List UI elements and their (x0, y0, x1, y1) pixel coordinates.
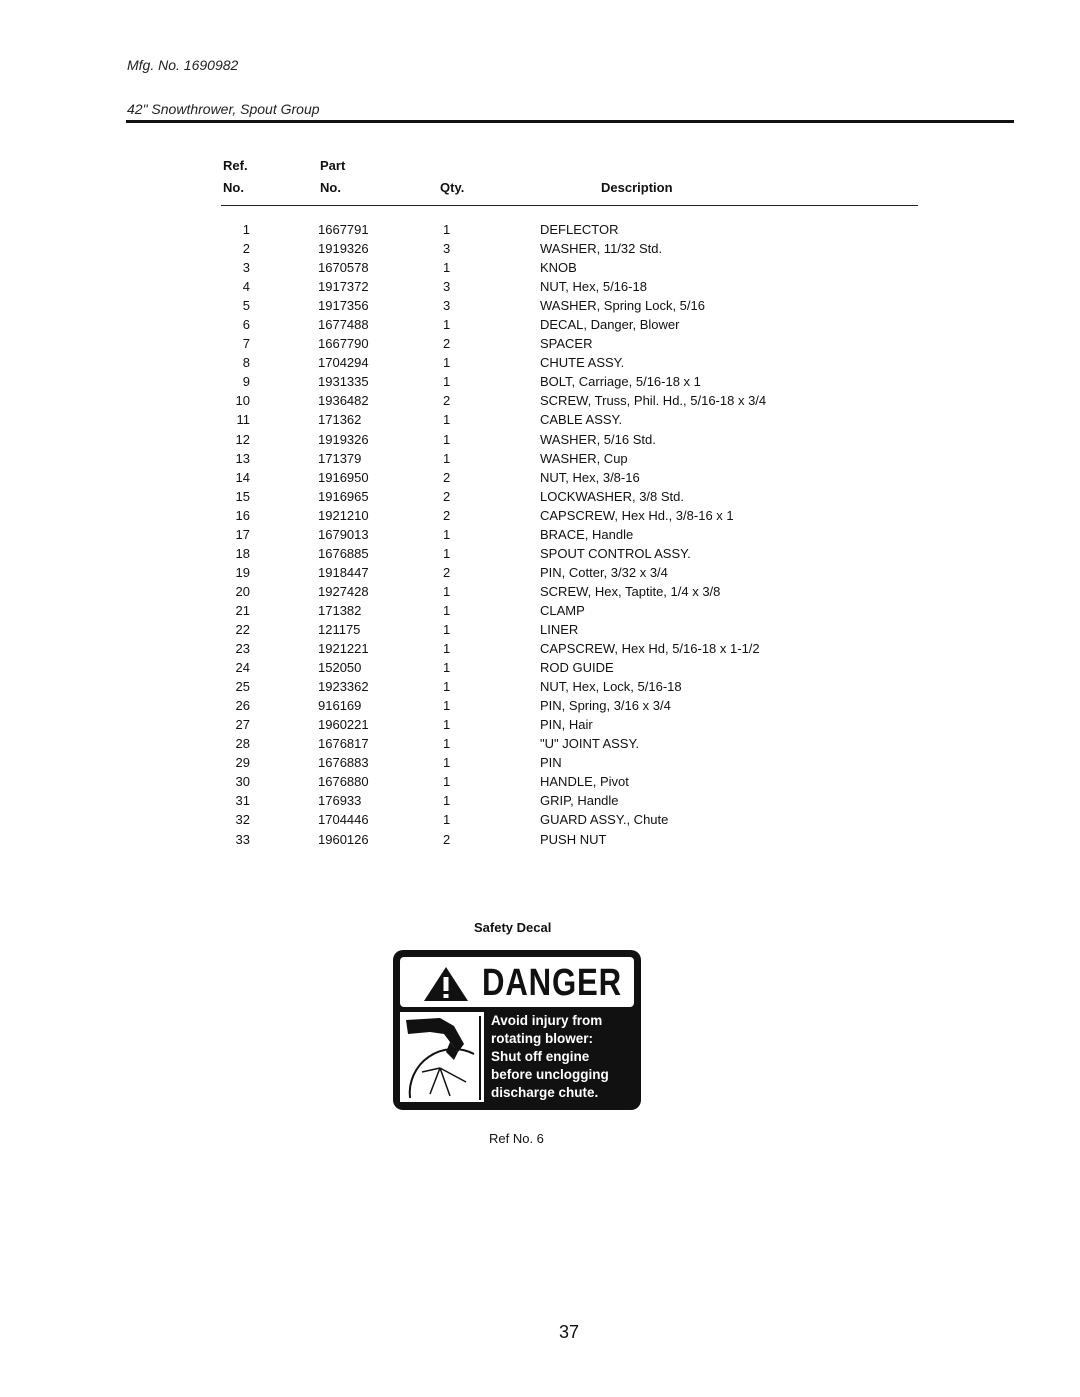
ref-no-cell: 6 (242, 317, 250, 333)
description-cell: DECAL, Danger, Blower (540, 317, 680, 333)
qty-cell: 1 (443, 526, 451, 542)
table-row (0, 527, 1080, 546)
ref-no-cell: 24 (235, 660, 250, 676)
qty-cell: 1 (443, 260, 451, 276)
part-no-cell: 1676883 (318, 755, 369, 771)
part-no-cell: 1916950 (318, 469, 369, 485)
qty-cell: 1 (443, 545, 451, 561)
qty-cell: 1 (443, 621, 451, 637)
table-row (0, 298, 1080, 317)
qty-cell: 3 (443, 298, 451, 314)
qty-cell: 1 (443, 812, 451, 828)
table-row (0, 679, 1080, 698)
part-no-cell: 1676880 (318, 774, 369, 790)
description-cell: CHUTE ASSY. (540, 355, 625, 371)
ref-no-cell: 8 (242, 355, 250, 371)
description-cell: WASHER, 5/16 Std. (540, 431, 656, 447)
table-row (0, 432, 1080, 451)
description-cell: KNOB (540, 260, 577, 276)
table-row (0, 451, 1080, 470)
description-cell: GUARD ASSY., Chute (540, 812, 669, 828)
qty-cell: 1 (443, 641, 451, 657)
description-cell: HANDLE, Pivot (540, 774, 629, 790)
ref-no-cell: 25 (235, 679, 250, 695)
qty-cell: 1 (443, 793, 451, 809)
qty-cell: 2 (443, 507, 451, 523)
warning-triangle-icon (422, 965, 470, 1003)
part-no-cell: 1916965 (318, 488, 369, 504)
part-no-cell: 1917356 (318, 298, 369, 314)
part-no-cell: 121175 (318, 621, 361, 637)
table-row (0, 622, 1080, 641)
description-cell: NUT, Hex, 3/8-16 (540, 469, 640, 485)
ref-no-cell: 16 (235, 507, 250, 523)
decal-message-line: discharge chute. (491, 1085, 599, 1100)
qty-cell: 1 (443, 583, 451, 599)
table-row (0, 698, 1080, 717)
part-no-cell: 1677488 (318, 317, 369, 333)
ref-no-cell: 23 (235, 641, 250, 657)
part-no-cell: 1676817 (318, 736, 369, 752)
decal-message-line: before unclogging (491, 1067, 609, 1082)
qty-cell: 1 (443, 374, 451, 390)
table-row (0, 832, 1080, 851)
description-cell: CAPSCREW, Hex Hd, 5/16-18 x 1-1/2 (540, 641, 760, 657)
description-cell: PIN (540, 755, 562, 771)
table-row (0, 355, 1080, 374)
description-cell: BRACE, Handle (540, 526, 634, 542)
part-no-cell: 171362 (318, 412, 362, 428)
decal-message (491, 1012, 635, 1102)
part-no-cell: 152050 (318, 660, 362, 676)
table-row (0, 660, 1080, 679)
table-row (0, 546, 1080, 565)
part-no-cell: 1919326 (318, 241, 369, 257)
part-no-cell: 1676885 (318, 545, 369, 561)
qty-cell: 1 (443, 412, 451, 428)
description-cell: GRIP, Handle (540, 793, 619, 809)
qty-cell: 1 (443, 755, 451, 771)
qty-cell: 1 (443, 679, 451, 695)
qty-cell: 1 (443, 698, 451, 714)
col-part-header-bottom: No. (320, 180, 341, 195)
description-cell: SPACER (540, 336, 593, 352)
ref-no-cell: 4 (242, 279, 250, 295)
description-cell: BOLT, Carriage, 5/16-18 x 1 (540, 374, 701, 390)
qty-cell: 2 (443, 336, 451, 352)
qty-cell: 1 (443, 222, 451, 237)
qty-cell: 1 (443, 450, 451, 466)
description-cell: CABLE ASSY. (540, 412, 623, 428)
table-row (0, 755, 1080, 774)
table-row (0, 508, 1080, 527)
description-cell: LOCKWASHER, 3/8 Std. (540, 488, 685, 504)
table-row (0, 222, 1080, 241)
col-ref-header-bottom: No. (223, 180, 244, 195)
decal-message-line: Shut off engine (491, 1049, 590, 1064)
ref-no-cell: 19 (235, 564, 250, 580)
ref-no-cell: 10 (235, 393, 250, 409)
description-cell: LINER (540, 621, 579, 637)
table-row (0, 260, 1080, 279)
ref-no-cell: 31 (235, 793, 250, 809)
part-no-cell: 1667790 (318, 336, 369, 352)
table-row (0, 374, 1080, 393)
table-row (0, 584, 1080, 603)
description-cell: DEFLECTOR (540, 222, 619, 237)
part-no-cell: 1927428 (318, 583, 369, 599)
part-no-cell: 1917372 (318, 279, 369, 295)
qty-cell: 2 (443, 469, 451, 485)
qty-cell: 1 (443, 717, 451, 733)
qty-cell: 1 (443, 431, 451, 447)
ref-no-cell: 3 (242, 260, 250, 276)
description-cell: "U" JOINT ASSY. (540, 736, 640, 752)
description-cell: ROD GUIDE (540, 660, 614, 676)
part-no-cell: 1960221 (318, 717, 369, 733)
description-cell: CLAMP (540, 602, 585, 618)
ref-no-cell: 14 (235, 469, 250, 485)
description-cell: SCREW, Hex, Taptite, 1/4 x 3/8 (540, 583, 721, 599)
hand-in-blower-icon (400, 1012, 484, 1102)
description-cell: WASHER, Spring Lock, 5/16 (540, 298, 705, 314)
part-no-cell: 1919326 (318, 431, 369, 447)
mfg-number: Mfg. No. 1690982 (127, 57, 239, 73)
part-no-cell: 171379 (318, 450, 362, 466)
part-no-cell: 1670578 (318, 260, 369, 276)
ref-no-cell: 12 (235, 431, 250, 447)
ref-no-cell: 15 (235, 488, 250, 504)
ref-no-cell: 7 (242, 336, 250, 352)
description-cell: PUSH NUT (540, 831, 607, 847)
ref-no-cell: 28 (235, 736, 250, 752)
table-row (0, 317, 1080, 336)
col-description-header: Description (601, 180, 673, 195)
decal-message-line: rotating blower: (491, 1031, 593, 1046)
table-row (0, 489, 1080, 508)
description-cell: PIN, Cotter, 3/32 x 3/4 (540, 564, 668, 580)
header-rule (126, 120, 1014, 123)
part-no-cell: 1679013 (318, 526, 369, 542)
description-cell: PIN, Spring, 3/16 x 3/4 (540, 698, 671, 714)
ref-no-cell: 5 (242, 298, 250, 314)
table-row (0, 793, 1080, 812)
ref-no-cell: 21 (235, 602, 250, 618)
ref-no-cell: 2 (242, 241, 250, 257)
table-row (0, 717, 1080, 736)
parts-list (0, 222, 1080, 851)
ref-no-cell: 9 (242, 374, 250, 390)
qty-cell: 1 (443, 317, 451, 333)
qty-cell: 3 (443, 279, 451, 295)
ref-no-cell: 32 (235, 812, 250, 828)
part-no-cell: 1667791 (318, 222, 369, 237)
col-qty-header: Qty. (440, 180, 465, 195)
description-cell: WASHER, 11/32 Std. (540, 241, 663, 257)
table-row (0, 279, 1080, 298)
description-cell: PIN, Hair (540, 717, 593, 733)
part-no-cell: 1918447 (318, 564, 369, 580)
part-no-cell: 916169 (318, 698, 362, 714)
ref-no-cell: 22 (235, 621, 250, 637)
table-row (0, 336, 1080, 355)
table-row (0, 736, 1080, 755)
columns-rule (221, 205, 918, 206)
decal-ref-number: Ref No. 6 (489, 1131, 544, 1146)
part-no-cell: 1704446 (318, 812, 369, 828)
ref-no-cell: 30 (235, 774, 250, 790)
table-row (0, 470, 1080, 489)
part-no-cell: 1921210 (318, 507, 369, 523)
table-row (0, 565, 1080, 584)
description-cell: SCREW, Truss, Phil. Hd., 5/16-18 x 3/4 (540, 393, 767, 409)
qty-cell: 2 (443, 564, 451, 580)
table-row (0, 641, 1080, 660)
qty-cell: 3 (443, 241, 451, 257)
ref-no-cell: 11 (236, 412, 250, 428)
ref-no-cell: 18 (235, 545, 250, 561)
page-number: 37 (559, 1322, 580, 1342)
part-no-cell: 1936482 (318, 393, 369, 409)
col-part-header-top: Part (320, 158, 346, 173)
part-no-cell: 176933 (318, 793, 362, 809)
qty-cell: 1 (443, 660, 451, 676)
ref-no-cell: 26 (235, 698, 250, 714)
qty-cell: 2 (443, 488, 451, 504)
decal-message-line: Avoid injury from (491, 1013, 603, 1028)
description-cell: NUT, Hex, Lock, 5/16-18 (540, 679, 682, 695)
qty-cell: 1 (443, 355, 451, 371)
part-no-cell: 1923362 (318, 679, 369, 695)
ref-no-cell: 27 (235, 717, 250, 733)
qty-cell: 1 (443, 774, 451, 790)
table-row (0, 412, 1080, 431)
table-row (0, 603, 1080, 622)
table-row (0, 241, 1080, 260)
col-ref-header-top: Ref. (223, 158, 248, 173)
part-no-cell: 1704294 (318, 355, 369, 371)
danger-signal-word: DANGER (482, 962, 622, 1004)
description-cell: CAPSCREW, Hex Hd., 3/8-16 x 1 (540, 507, 734, 523)
table-row (0, 812, 1080, 831)
table-row (0, 393, 1080, 412)
table-row (0, 774, 1080, 793)
qty-cell: 1 (443, 602, 451, 618)
qty-cell: 2 (443, 831, 451, 847)
qty-cell: 1 (443, 736, 451, 752)
ref-no-cell: 29 (235, 755, 250, 771)
description-cell: SPOUT CONTROL ASSY. (540, 545, 691, 561)
qty-cell: 2 (443, 393, 451, 409)
ref-no-cell: 20 (235, 583, 250, 599)
part-no-cell: 171382 (318, 602, 362, 618)
part-no-cell: 1921221 (318, 641, 369, 657)
decal-header (400, 957, 634, 1007)
danger-decal (393, 950, 641, 1110)
safety-decal-title: Safety Decal (474, 920, 552, 935)
description-cell: WASHER, Cup (540, 450, 628, 466)
ref-no-cell: 1 (242, 222, 250, 237)
section-title: 42" Snowthrower, Spout Group (127, 101, 320, 117)
part-no-cell: 1931335 (318, 374, 369, 390)
description-cell: NUT, Hex, 5/16-18 (540, 279, 647, 295)
ref-no-cell: 33 (235, 831, 250, 847)
ref-no-cell: 13 (235, 450, 250, 466)
part-no-cell: 1960126 (318, 831, 369, 847)
ref-no-cell: 17 (235, 526, 250, 542)
